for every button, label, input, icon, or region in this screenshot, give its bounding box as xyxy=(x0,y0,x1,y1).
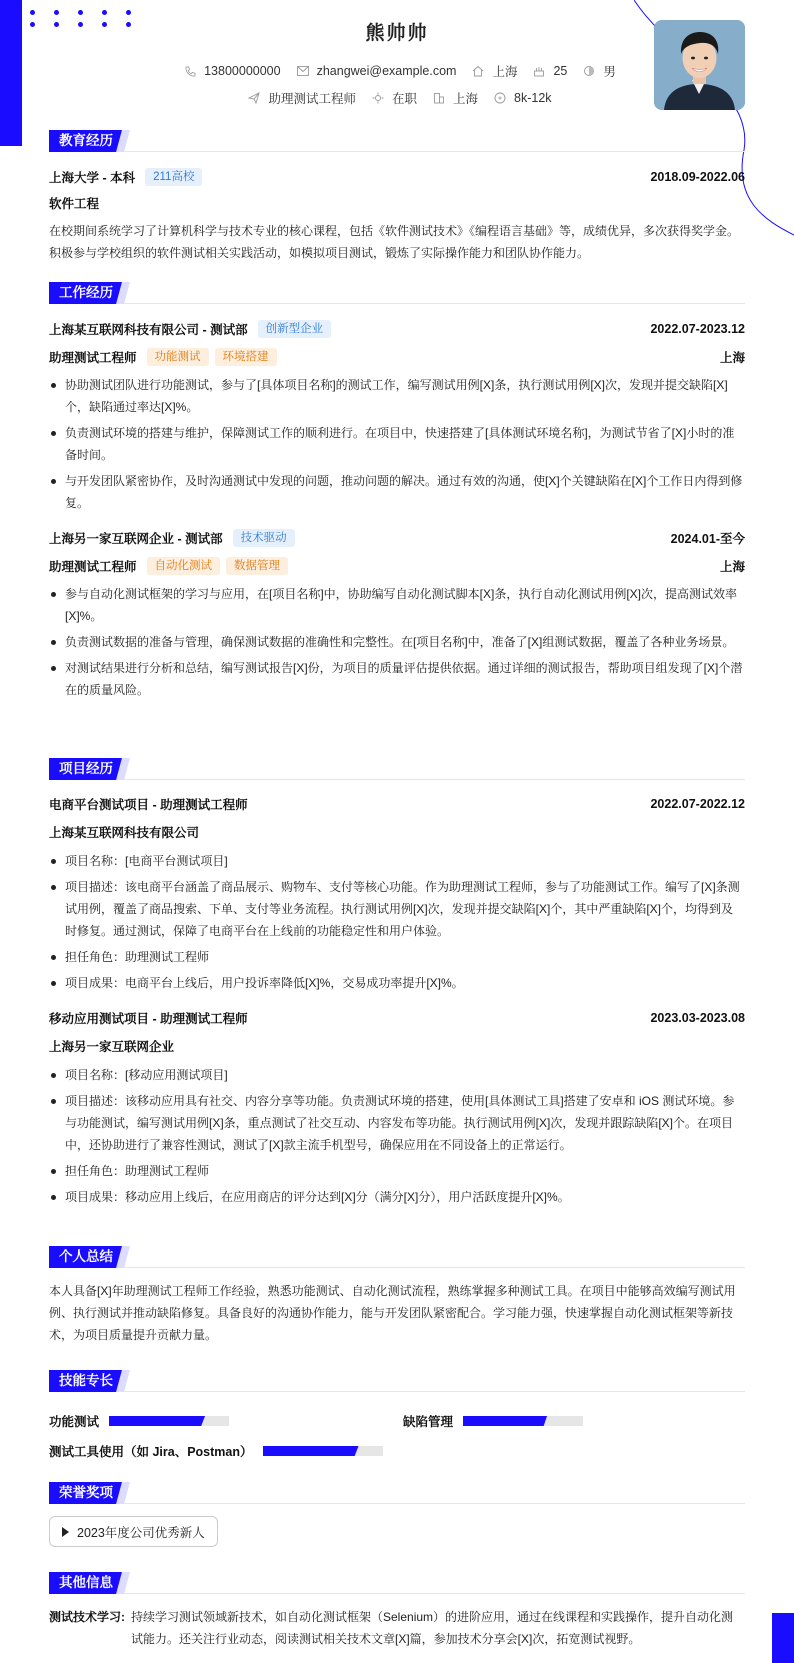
section-title: 工作经历 xyxy=(49,282,123,304)
job-entry xyxy=(49,318,745,514)
skill-item xyxy=(49,1442,383,1460)
major: 软件工程 xyxy=(49,197,100,211)
skill-tag: 自动化测试 xyxy=(147,557,221,575)
list-item: 项目描述：该电商平台涵盖了商品展示、购物车、支付等核心功能。作为助理测试工程师，参与了功能测试工作。编写了[X]条测试用例，覆盖了商品搜索、下单、支付等业务流程。执行测试用例[X]次，发现并提交缺陷[X]个，其中严重缺陷[X]个，均得到及时修复。通过测试，保障了电商平台在上线前的功能稳定性和用户体验。 xyxy=(49,876,745,942)
company-name: 上海某互联网科技有限公司 - 测试部 xyxy=(49,323,248,337)
triangle-icon xyxy=(62,1527,69,1537)
project-company: 上海某互联网科技有限公司 xyxy=(49,826,200,840)
salary-icon xyxy=(494,92,506,104)
company-tag: 技术驱动 xyxy=(233,529,295,547)
project-company: 上海另一家互联网企业 xyxy=(49,1040,175,1054)
job-role: 助理测试工程师 xyxy=(49,351,137,365)
contact-row xyxy=(120,62,680,80)
profile-photo xyxy=(654,20,745,110)
list-item: 协助测试团队进行功能测试，参与了[具体项目名称]的测试工作，编写测试用例[X]条，执行测试用例[X]次，发现并提交缺陷[X]个，缺陷通过率达[X]%。 xyxy=(49,374,745,418)
other-key: 测试技术学习: xyxy=(49,1610,125,1624)
other-value: 持续学习测试领域新技术，如自动化测试框架（Selenium）的进阶应用，通过在线课程和实践操作，提升自动化测试能力。还关注行业动态，阅读测试相关技术文章[X]篇，参加技术分享会[X]次，拓宽测试视野。 xyxy=(131,1610,734,1646)
list-item: 与开发团队紧密协作，及时沟通测试中发现的问题，推动问题的解决。通过有效的沟通，使[X]个关键缺陷在[X]个工作日内得到修复。 xyxy=(49,470,745,514)
phone-number: 13800000000 xyxy=(204,64,281,78)
section-title: 个人总结 xyxy=(49,1246,123,1268)
list-item: 担任角色：助理测试工程师 xyxy=(49,1160,745,1182)
summary-section xyxy=(49,1246,745,1346)
project-date: 2023.03-2023.08 xyxy=(650,1011,745,1025)
skill-bar-fill xyxy=(463,1416,547,1426)
job-city: 上海 xyxy=(719,560,745,574)
company-name: 上海另一家互联网企业 - 测试部 xyxy=(49,532,223,546)
email-icon xyxy=(297,65,309,77)
project-entry xyxy=(49,1007,745,1208)
section-title: 项目经历 xyxy=(49,758,123,780)
age: 25 xyxy=(553,64,568,78)
school-tag: 211高校 xyxy=(145,168,202,186)
edu-date: 2018.09-2022.06 xyxy=(650,170,745,184)
job-intent-row xyxy=(120,89,680,107)
home-icon xyxy=(472,65,484,77)
skill-bar-fill xyxy=(109,1416,205,1426)
candidate-name: 熊帅帅 xyxy=(365,23,429,44)
section-title: 技能专长 xyxy=(49,1370,123,1392)
list-item: 负责测试环境的搭建与维护，保障测试工作的顺利进行。在项目中，快速搭建了[具体测试环境名称]，为测试节省了[X]小时的准备时间。 xyxy=(49,422,745,466)
work-section xyxy=(49,282,745,705)
skill-bar-fill xyxy=(263,1446,359,1456)
section-title: 荣誉奖项 xyxy=(49,1482,123,1504)
job-entry xyxy=(49,527,745,701)
skill-bar xyxy=(109,1416,229,1426)
employment-status: 在职 xyxy=(391,92,417,106)
target-city: 上海 xyxy=(452,92,478,106)
gender-icon xyxy=(583,65,595,77)
salary: 8k-12k xyxy=(514,91,552,105)
skill-bar xyxy=(263,1446,383,1456)
list-item: 负责测试数据的准备与管理，确保测试数据的准确性和完整性。在[项目名称]中，准备了[X]组测试数据，覆盖了各种业务场景。 xyxy=(49,631,745,653)
list-item: 担任角色：助理测试工程师 xyxy=(49,946,745,968)
section-title: 教育经历 xyxy=(49,130,123,152)
list-item: 项目名称：[移动应用测试项目] xyxy=(49,1064,745,1086)
email-address: zhangwei@example.com xyxy=(316,64,457,78)
list-item: 项目成果：电商平台上线后，用户投诉率降低[X]%，交易成功率提升[X]%。 xyxy=(49,972,745,994)
phone-icon xyxy=(184,65,196,77)
list-item: 项目名称：[电商平台测试项目] xyxy=(49,850,745,872)
bottom-right-accent xyxy=(772,1613,794,1663)
list-item: 对测试结果进行分析和总结，编写测试报告[X]份，为项目的质量评估提供依据。通过详细的测试报告，帮助项目组发现了[X]个潜在的质量风险。 xyxy=(49,657,745,701)
skill-name: 测试工具使用（如 Jira、Postman） xyxy=(49,1445,253,1459)
skill-name: 缺陷管理 xyxy=(403,1415,454,1429)
project-name: 电商平台测试项目 - 助理测试工程师 xyxy=(49,798,248,812)
honor-item xyxy=(49,1516,218,1547)
status-icon xyxy=(372,92,384,104)
honors-section xyxy=(49,1482,745,1547)
honor-label: 2023年度公司优秀新人 xyxy=(77,1525,205,1540)
skill-tag: 数据管理 xyxy=(226,557,288,575)
project-name: 移动应用测试项目 - 助理测试工程师 xyxy=(49,1012,248,1026)
list-item: 参与自动化测试框架的学习与应用，在[项目名称]中，协助编写自动化测试脚本[X]条，执行自动化测试用例[X]次，提高测试效率[X]%。 xyxy=(49,583,745,627)
other-item xyxy=(49,1606,745,1650)
skill-bar xyxy=(463,1416,583,1426)
project-date: 2022.07-2022.12 xyxy=(650,797,745,811)
section-title: 其他信息 xyxy=(49,1572,123,1594)
list-item: 项目成果：移动应用上线后，在应用商店的评分达到[X]分（满分[X]分），用户活跃度提升[X]%。 xyxy=(49,1186,745,1208)
gender: 男 xyxy=(603,65,616,79)
skills-section xyxy=(49,1370,745,1460)
job-role: 助理测试工程师 xyxy=(49,560,137,574)
skill-item xyxy=(49,1412,229,1430)
summary-text: 本人具备[X]年助理测试工程师工作经验，熟悉功能测试、自动化测试流程，熟练掌握多种测试工具。在项目中能够高效编写测试用例、执行测试并推动缺陷修复。具备良好的沟通协作能力，能与开发团队紧密配合。学习能力强，快速掌握自动化测试框架等新技术，为项目质量提升贡献力量。 xyxy=(49,1284,736,1342)
skill-item xyxy=(403,1412,583,1430)
job-city: 上海 xyxy=(719,351,745,365)
projects-section xyxy=(49,758,745,1212)
cake-icon xyxy=(533,65,545,77)
send-icon xyxy=(248,92,260,104)
education-section xyxy=(49,130,745,264)
other-section xyxy=(49,1572,745,1650)
skill-name: 功能测试 xyxy=(49,1415,100,1429)
edu-description: 在校期间系统学习了计算机科学与技术专业的核心课程，包括《软件测试技术》《编程语言基础》等，成绩优异，多次获得奖学金。积极参与学校组织的软件测试相关实践活动，如模拟项目测试，锻炼了实际操作能力和团队协作能力。 xyxy=(49,224,740,260)
company-tag: 创新型企业 xyxy=(258,320,332,338)
position: 助理测试工程师 xyxy=(268,92,356,106)
location: 上海 xyxy=(492,65,518,79)
skill-tag: 环境搭建 xyxy=(215,348,277,366)
job-date: 2024.01-至今 xyxy=(670,532,745,546)
building-icon xyxy=(433,92,445,104)
school-name: 上海大学 - 本科 xyxy=(49,171,136,185)
project-entry xyxy=(49,793,745,994)
job-date: 2022.07-2023.12 xyxy=(650,322,745,336)
skill-tag: 功能测试 xyxy=(147,348,209,366)
list-item: 项目描述：该移动应用具有社交、内容分享等功能。负责测试环境的搭建，使用[具体测试工具]搭建了安卓和 iOS 测试环境。参与功能测试，编写测试用例[X]条，重点测试了社交互动、内容发布等功能。执行测试用例[X]次，发现并跟踪缺陷[X]个。在项目中，还协助进行了兼容性测试，测试了[X]款主流手机型号，确保应用在不同设备上的正常运行。 xyxy=(49,1090,745,1156)
